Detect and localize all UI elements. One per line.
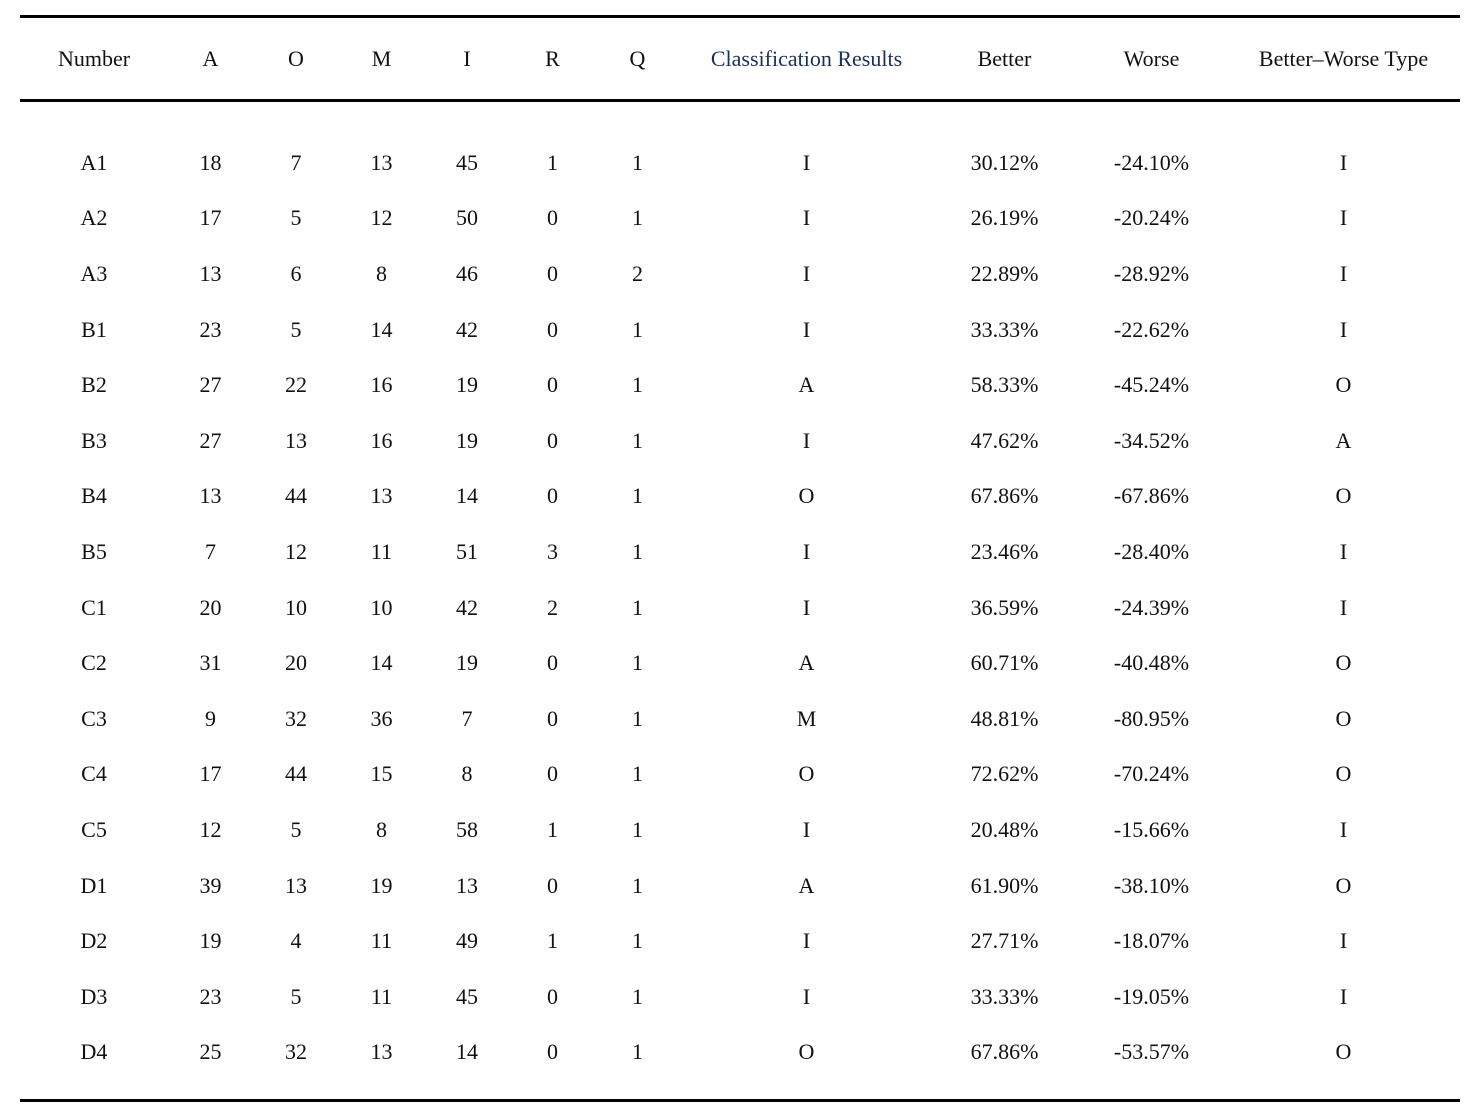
cell-worse: -80.95% <box>1113 705 1190 731</box>
cell-better: 23.46% <box>970 538 1039 564</box>
table-row <box>20 1025 1460 1081</box>
cell-classification: A <box>798 872 815 898</box>
cell-i: 45 <box>456 149 478 175</box>
cell-r: 1 <box>547 928 558 954</box>
cell-r: 0 <box>547 427 558 453</box>
cell-i: 7 <box>461 705 473 731</box>
cell-q: 1 <box>632 149 643 175</box>
cell-q: 1 <box>632 761 643 787</box>
cell-classification: I <box>802 260 811 286</box>
table-row <box>20 858 1460 914</box>
cell-better: 27.71% <box>970 928 1039 954</box>
cell-r: 0 <box>547 983 558 1009</box>
cell-number: D4 <box>80 1039 108 1065</box>
cell-classification: I <box>802 538 811 564</box>
cell-a: 7 <box>205 538 216 564</box>
cell-number: C3 <box>81 705 107 731</box>
cell-worse: -45.24% <box>1113 372 1190 398</box>
cell-better: 48.81% <box>970 705 1039 731</box>
cell-q: 2 <box>632 260 643 286</box>
table-row <box>20 135 1460 191</box>
table-row <box>20 302 1460 358</box>
cell-i: 45 <box>456 983 478 1009</box>
cell-worse: -19.05% <box>1113 983 1190 1009</box>
cell-m: 13 <box>370 149 393 175</box>
cell-o: 22 <box>285 372 307 398</box>
cell-number: D3 <box>80 983 108 1009</box>
cell-classification: I <box>802 205 811 231</box>
cell-number: C2 <box>81 650 107 676</box>
cell-q: 1 <box>632 1039 643 1065</box>
cell-number: C4 <box>81 761 107 787</box>
cell-better-worse-type: O <box>1335 483 1352 509</box>
cell-m: 10 <box>370 594 393 620</box>
header-r: R <box>545 45 560 71</box>
cell-classification: O <box>798 1039 815 1065</box>
cell-a: 31 <box>199 650 222 676</box>
cell-i: 8 <box>461 761 473 787</box>
table-row <box>20 524 1460 580</box>
cell-worse: -70.24% <box>1113 761 1190 787</box>
cell-a: 23 <box>199 316 222 342</box>
cell-better-worse-type: I <box>1339 928 1348 954</box>
cell-r: 0 <box>547 260 558 286</box>
header-worse: Worse <box>1123 45 1180 71</box>
cell-a: 9 <box>205 705 216 731</box>
cell-better: 30.12% <box>970 149 1039 175</box>
cell-o: 44 <box>285 761 307 787</box>
cell-a: 13 <box>199 483 222 509</box>
cell-m: 16 <box>370 427 393 453</box>
cell-m: 8 <box>376 260 387 286</box>
cell-a: 20 <box>199 594 222 620</box>
cell-a: 25 <box>199 1039 222 1065</box>
cell-better-worse-type: I <box>1339 260 1348 286</box>
cell-better: 60.71% <box>970 650 1039 676</box>
cell-classification: I <box>802 928 811 954</box>
table-bottom-rule <box>20 1099 1460 1102</box>
cell-m: 11 <box>370 928 393 954</box>
cell-a: 23 <box>199 983 222 1009</box>
cell-better-worse-type: I <box>1339 983 1348 1009</box>
cell-better-worse-type: I <box>1339 594 1348 620</box>
cell-q: 1 <box>632 872 643 898</box>
table-row <box>20 747 1460 803</box>
cell-number: A2 <box>80 205 108 231</box>
cell-number: C5 <box>81 816 107 842</box>
cell-i: 58 <box>456 816 478 842</box>
cell-r: 0 <box>547 316 558 342</box>
cell-a: 27 <box>199 372 222 398</box>
table-row <box>20 357 1460 413</box>
cell-a: 13 <box>199 260 222 286</box>
cell-classification: I <box>802 427 811 453</box>
cell-o: 5 <box>290 205 302 231</box>
cell-o: 10 <box>285 594 307 620</box>
table-row <box>20 802 1460 858</box>
cell-a: 17 <box>199 205 222 231</box>
cell-worse: -40.48% <box>1113 650 1190 676</box>
cell-better-worse-type: O <box>1335 761 1352 787</box>
cell-number: B2 <box>81 372 107 398</box>
cell-better: 72.62% <box>970 761 1039 787</box>
cell-classification: I <box>802 316 811 342</box>
cell-classification: M <box>796 705 817 731</box>
cell-better: 67.86% <box>970 1039 1039 1065</box>
cell-a: 17 <box>199 761 222 787</box>
cell-i: 42 <box>456 594 478 620</box>
cell-q: 1 <box>632 372 643 398</box>
cell-better: 67.86% <box>970 483 1039 509</box>
table-row <box>20 413 1460 469</box>
results-table <box>20 15 1460 1102</box>
cell-m: 19 <box>370 872 393 898</box>
cell-q: 1 <box>632 538 643 564</box>
cell-better: 26.19% <box>970 205 1039 231</box>
cell-i: 19 <box>456 372 478 398</box>
cell-o: 4 <box>290 928 302 954</box>
cell-m: 14 <box>370 316 393 342</box>
cell-better-worse-type: I <box>1339 538 1348 564</box>
table-body <box>20 102 1460 1099</box>
cell-o: 20 <box>285 650 307 676</box>
cell-i: 51 <box>456 538 478 564</box>
cell-o: 32 <box>285 705 307 731</box>
cell-o: 44 <box>285 483 307 509</box>
cell-better: 36.59% <box>970 594 1039 620</box>
table-row <box>20 969 1460 1025</box>
cell-classification: I <box>802 816 811 842</box>
cell-r: 0 <box>547 372 558 398</box>
cell-worse: -15.66% <box>1113 816 1190 842</box>
cell-number: D1 <box>80 872 108 898</box>
cell-worse: -22.62% <box>1113 316 1190 342</box>
cell-a: 27 <box>199 427 222 453</box>
table-row <box>20 913 1460 969</box>
table-row <box>20 191 1460 247</box>
cell-better-worse-type: I <box>1339 316 1348 342</box>
cell-o: 5 <box>290 983 302 1009</box>
cell-o: 6 <box>290 260 302 286</box>
cell-q: 1 <box>632 483 643 509</box>
cell-i: 50 <box>456 205 478 231</box>
cell-q: 1 <box>632 983 643 1009</box>
cell-o: 12 <box>285 538 307 564</box>
cell-o: 5 <box>290 816 302 842</box>
cell-number: A3 <box>80 260 108 286</box>
cell-classification: I <box>802 983 811 1009</box>
cell-i: 14 <box>456 1039 478 1065</box>
cell-m: 12 <box>370 205 393 231</box>
cell-q: 1 <box>632 205 643 231</box>
cell-better: 20.48% <box>970 816 1039 842</box>
cell-worse: -67.86% <box>1113 483 1190 509</box>
cell-a: 39 <box>199 872 222 898</box>
cell-number: B4 <box>81 483 107 509</box>
cell-m: 13 <box>370 483 393 509</box>
cell-r: 0 <box>547 483 558 509</box>
cell-worse: -24.39% <box>1113 594 1190 620</box>
cell-better-worse-type: O <box>1335 705 1352 731</box>
cell-number: B1 <box>81 316 107 342</box>
cell-o: 5 <box>290 316 302 342</box>
cell-worse: -28.40% <box>1113 538 1190 564</box>
cell-number: A1 <box>80 149 108 175</box>
cell-m: 36 <box>370 705 393 731</box>
cell-m: 11 <box>370 983 393 1009</box>
cell-number: D2 <box>80 928 108 954</box>
cell-i: 19 <box>456 650 478 676</box>
cell-better: 61.90% <box>970 872 1039 898</box>
cell-q: 1 <box>632 816 643 842</box>
cell-classification: O <box>798 761 815 787</box>
cell-worse: -18.07% <box>1113 928 1190 954</box>
cell-number: B3 <box>81 427 107 453</box>
cell-classification: A <box>798 650 815 676</box>
cell-r: 0 <box>547 1039 558 1065</box>
cell-r: 2 <box>547 594 558 620</box>
cell-worse: -28.92% <box>1113 260 1190 286</box>
table-row <box>20 469 1460 525</box>
header-o: O <box>288 45 304 71</box>
cell-r: 3 <box>547 538 558 564</box>
cell-classification: I <box>802 149 811 175</box>
cell-i: 46 <box>456 260 478 286</box>
cell-number: B5 <box>81 538 107 564</box>
cell-a: 12 <box>199 816 222 842</box>
cell-q: 1 <box>632 650 643 676</box>
cell-r: 0 <box>547 872 558 898</box>
cell-worse: -38.10% <box>1113 872 1190 898</box>
table-row <box>20 580 1460 636</box>
cell-i: 49 <box>456 928 478 954</box>
cell-i: 42 <box>456 316 478 342</box>
cell-q: 1 <box>632 928 643 954</box>
cell-better-worse-type: I <box>1339 816 1348 842</box>
cell-q: 1 <box>632 594 643 620</box>
cell-m: 14 <box>370 650 393 676</box>
cell-worse: -34.52% <box>1113 427 1190 453</box>
header-better: Better <box>977 45 1032 71</box>
cell-i: 13 <box>456 872 478 898</box>
cell-m: 16 <box>370 372 393 398</box>
cell-a: 18 <box>199 149 222 175</box>
cell-o: 7 <box>290 149 302 175</box>
cell-i: 19 <box>456 427 478 453</box>
table-row <box>20 635 1460 691</box>
cell-o: 32 <box>285 1039 307 1065</box>
header-classification-results: Classification Results <box>710 45 903 71</box>
cell-better-worse-type: I <box>1339 149 1348 175</box>
cell-i: 14 <box>456 483 478 509</box>
cell-q: 1 <box>632 705 643 731</box>
cell-r: 0 <box>547 761 558 787</box>
cell-better-worse-type: I <box>1339 205 1348 231</box>
cell-better: 33.33% <box>970 983 1039 1009</box>
cell-better: 22.89% <box>970 260 1039 286</box>
cell-r: 1 <box>547 149 558 175</box>
cell-worse: -24.10% <box>1113 149 1190 175</box>
cell-r: 0 <box>547 205 558 231</box>
cell-q: 1 <box>632 427 643 453</box>
cell-classification: I <box>802 594 811 620</box>
cell-q: 1 <box>632 316 643 342</box>
cell-r: 0 <box>547 650 558 676</box>
cell-classification: A <box>798 372 815 398</box>
header-m: M <box>371 45 392 71</box>
header-number: Number <box>57 45 131 71</box>
cell-better-worse-type: O <box>1335 650 1352 676</box>
cell-number: C1 <box>81 594 107 620</box>
cell-o: 13 <box>285 872 307 898</box>
header-q: Q <box>629 45 646 71</box>
header-a: A <box>202 45 219 71</box>
header-i: I <box>463 45 471 71</box>
cell-a: 19 <box>199 928 222 954</box>
cell-m: 15 <box>370 761 393 787</box>
cell-m: 11 <box>370 538 393 564</box>
cell-r: 0 <box>547 705 558 731</box>
cell-worse: -53.57% <box>1113 1039 1190 1065</box>
cell-m: 13 <box>370 1039 393 1065</box>
cell-better-worse-type: A <box>1335 427 1352 453</box>
cell-better-worse-type: O <box>1335 1039 1352 1065</box>
cell-o: 13 <box>285 427 307 453</box>
cell-r: 1 <box>547 816 558 842</box>
cell-classification: O <box>798 483 815 509</box>
cell-better: 33.33% <box>970 316 1039 342</box>
table-header-row <box>20 18 1460 99</box>
cell-better: 47.62% <box>970 427 1039 453</box>
cell-better: 58.33% <box>970 372 1039 398</box>
cell-better-worse-type: O <box>1335 872 1352 898</box>
table-row <box>20 246 1460 302</box>
cell-m: 8 <box>376 816 387 842</box>
table-row <box>20 691 1460 747</box>
header-better-worse-type: Better–Worse Type <box>1258 45 1429 71</box>
cell-worse: -20.24% <box>1113 205 1190 231</box>
cell-better-worse-type: O <box>1335 372 1352 398</box>
